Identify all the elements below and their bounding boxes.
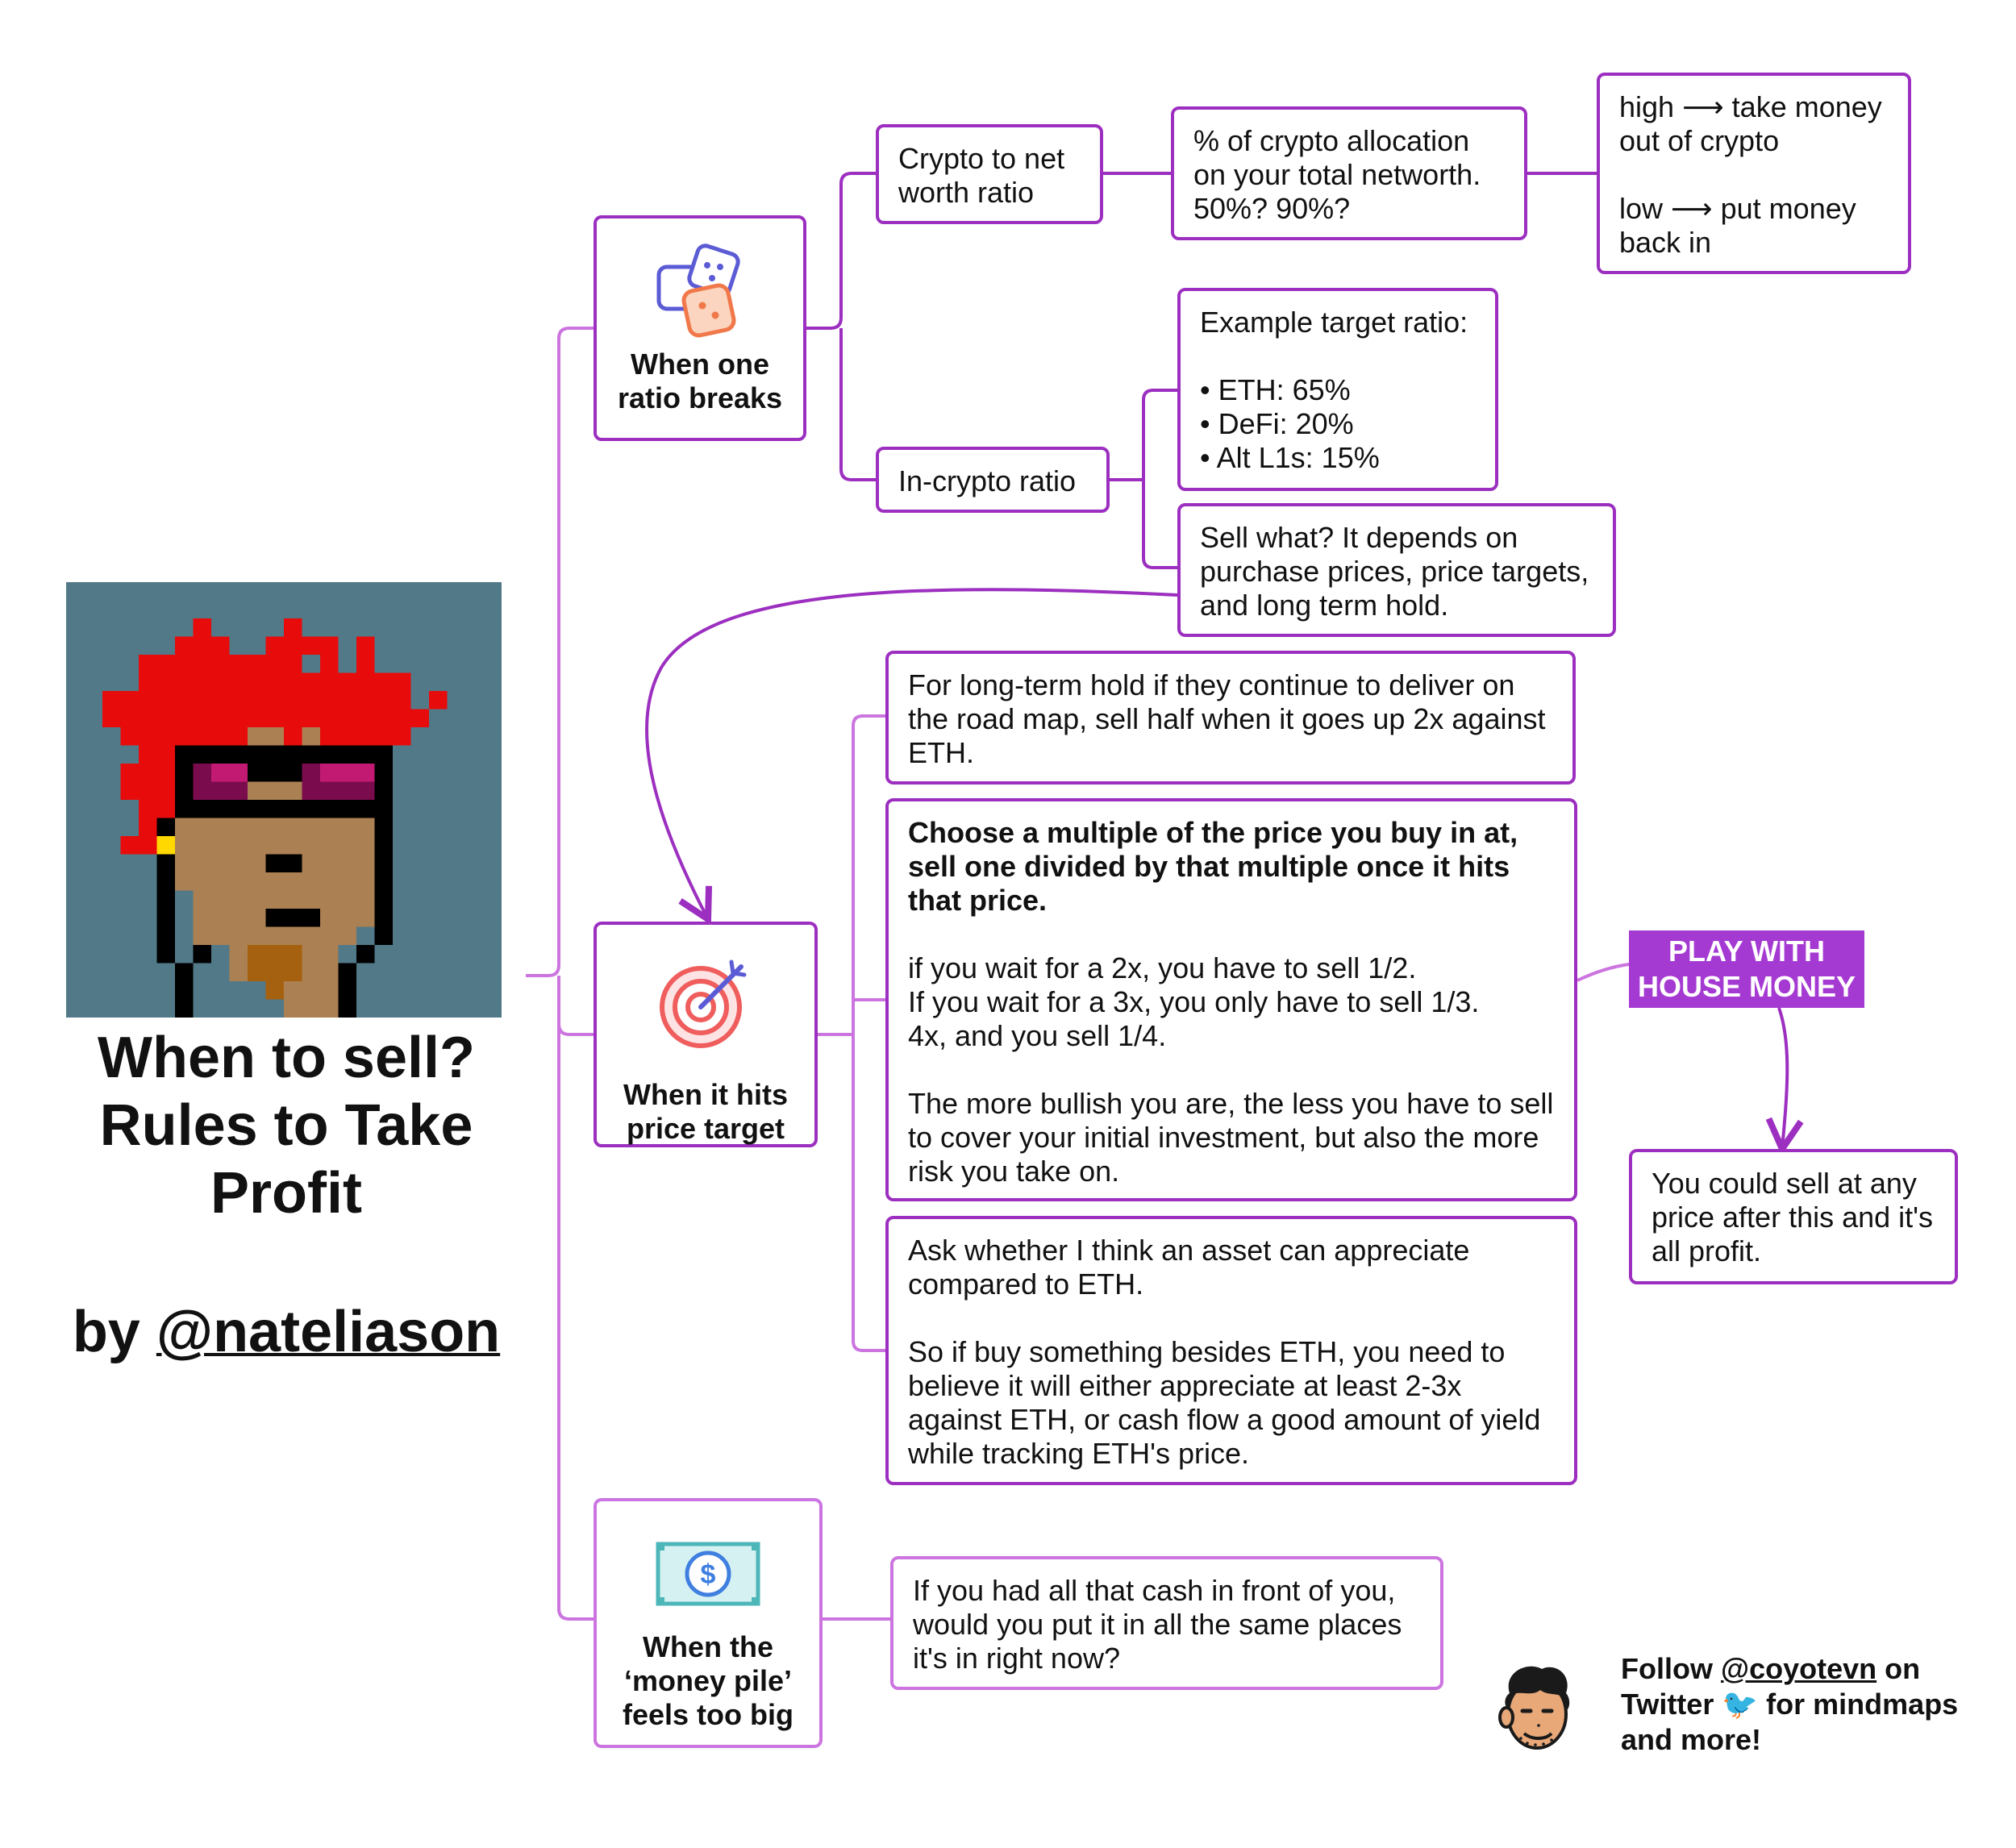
bird-icon: 🐦 [1722,1688,1759,1721]
node-house-money: You could sell at any price after this and it's all profit. [1629,1149,1958,1284]
branch-label: ‘money pile’ [623,1664,793,1697]
follow-handle-link[interactable]: @coyotevn [1720,1652,1877,1685]
branch-label: feels too big [622,1698,793,1731]
high-rule: high ⟶ take money out of crypto [1619,90,1882,157]
list-item: • DeFi: 20% [1200,407,1476,441]
list-item: • Alt L1s: 15% [1200,441,1476,475]
branch-ratio-breaks [594,215,806,441]
branch-label: When the [643,1630,773,1663]
branch-label: When one [631,348,769,381]
follow-callout: Follow @coyotevn on Twitter 🐦 for mindmaps and more! [1621,1652,1959,1756]
svg-text:$: $ [700,1559,716,1590]
title-line-3: Profit [210,1161,362,1226]
node-crypto-net-worth-ratio: Crypto to net worth ratio [876,124,1103,224]
node-in-crypto-ratio: In-crypto ratio [876,447,1110,513]
dice-icon [656,243,744,348]
page-title [32,1024,540,1227]
node-money-pile-question: If you had all that cash in front of you, would you put it in all the same places it's in right now? [890,1556,1443,1690]
node-long-term-hold: For long-term hold if they continue to deliver on the road map, sell half when it goes up 2x against ETH. [885,651,1576,785]
multiple-line: If you wait for a 3x, you only have to sell 1/3. [908,985,1480,1018]
bullish-note: The more bullish you are, the less you have to sell to cover your initial investment, but also the more risk you take on. [908,1087,1554,1188]
play-with-house-money-badge: PLAY WITH HOUSE MONEY [1629,930,1864,1008]
dollar-bill-icon [656,1542,760,1606]
branch-label: ratio breaks [617,381,783,414]
byline-prefix: by [72,1300,156,1364]
node-appreciate-vs-eth: Ask whether I think an asset can appreciate compared to ETH. So if buy something besides ETH, you need to believe it will either appreciate at least 2-3x against ETH, or cash flow a good amount of yield while tracking ETH's price. [885,1216,1577,1485]
node-example-target-ratio [1177,288,1498,491]
multiple-rule: Choose a multiple of the price you buy in at, sell one divided by that multiple once it hits that price. [908,816,1518,917]
branch-label: When it hits [623,1078,788,1111]
node-sell-what: Sell what? It depends on purchase prices, price targets, and long term hold. [1177,503,1616,637]
multiple-line: 4x, and you sell 1/4. [908,1019,1167,1052]
list-item: • ETH: 65% [1200,373,1476,407]
byline [32,1298,540,1366]
low-rule: low ⟶ put money back in [1619,192,1856,259]
branch-label: price target [626,1112,785,1145]
node-high-low-rule [1597,73,1911,274]
author-avatar [1492,1661,1581,1758]
branch-money-pile [594,1498,823,1748]
node-choose-multiple [885,798,1577,1201]
branch-price-target [594,922,818,1147]
author-handle-link[interactable]: @nateliason [156,1300,501,1364]
target-icon [657,954,754,1051]
multiple-line: if you wait for a 2x, you have to sell 1/2. [908,951,1417,984]
node-crypto-allocation: % of crypto allocation on your total networth. 50%? 90%? [1171,106,1527,240]
example-title: Example target ratio: [1200,306,1468,339]
title-line-1: When to sell? [98,1026,475,1090]
title-line-2: Rules to Take [99,1093,473,1158]
punk-avatar [66,582,502,1018]
